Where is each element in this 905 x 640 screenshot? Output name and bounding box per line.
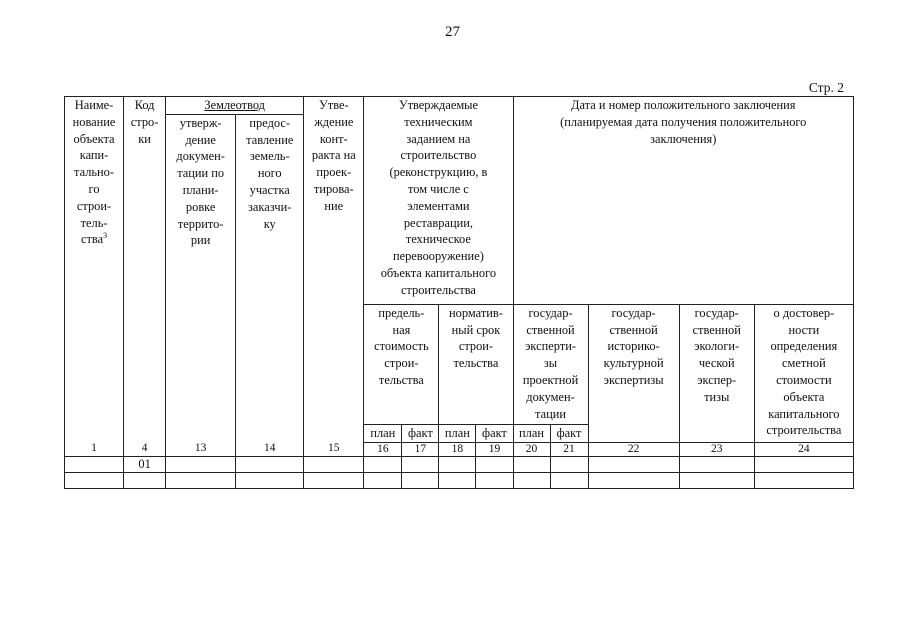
- column-number: 19: [476, 442, 513, 456]
- header-norm-term: норматив- ный срок строи- тельства: [439, 304, 513, 424]
- table-cell: [304, 456, 364, 472]
- page-number: 27: [445, 24, 460, 40]
- table-cell: [166, 472, 236, 488]
- header-max-cost: предель- ная стоимость строи- тельства: [364, 304, 439, 424]
- header-land-grant: предос- тавление земель- ного участка заказчи- ку: [236, 114, 304, 442]
- table-cell: [754, 472, 853, 488]
- form-table: [64, 96, 854, 489]
- table-cell: [166, 456, 236, 472]
- table-cell: [476, 456, 513, 472]
- header-object-name: Наиме- нование объекта капи- тально- го строи- тель- ства$^3$: [65, 97, 124, 443]
- header-plan: план: [513, 424, 550, 442]
- table-cell: [439, 456, 476, 472]
- header-land-approval: утверж- дение докумен- тации по плани- ровке террито- рии: [166, 114, 236, 442]
- table-cell: [439, 472, 476, 488]
- column-number: 1: [65, 442, 124, 456]
- column-number: 15: [304, 442, 364, 456]
- page-label: Стр. 2: [808, 80, 844, 95]
- table-cell: [476, 472, 513, 488]
- table-cell: [236, 472, 304, 488]
- table-cell: [550, 456, 588, 472]
- header-fact: факт: [402, 424, 439, 442]
- table-cell: [65, 456, 124, 472]
- column-number: 20: [513, 442, 550, 456]
- column-number: 24: [754, 442, 853, 456]
- column-number: 17: [402, 442, 439, 456]
- header-plan: план: [364, 424, 402, 442]
- header-approved: Утверждаемые техническим заданием на строительство (реконструкцию, в том числе с элементами реставрации, техническое перевооружение) объекта капитального строительства: [364, 97, 513, 305]
- header-state-expertise: государ- ственной эксперти- зы проектной докумен- тации: [513, 304, 588, 424]
- header-fact: факт: [550, 424, 588, 442]
- table-cell: [679, 472, 754, 488]
- column-number: 13: [166, 442, 236, 456]
- column-number: 14: [236, 442, 304, 456]
- table-cell: [236, 456, 304, 472]
- table-cell: [588, 472, 679, 488]
- header-row-code: Код стро- ки: [124, 97, 166, 443]
- column-number: 21: [550, 442, 588, 456]
- column-number-row: [65, 442, 854, 456]
- header-cost-reliability: о достовер- ности определения сметной стоимости объекта капитального строительства: [754, 304, 853, 442]
- header-conclusion: Дата и номер положительного заключения (планируемая дата получения положительного заключения): [513, 97, 854, 305]
- header-fact: факт: [476, 424, 513, 442]
- table-cell: [364, 456, 402, 472]
- header-land: Землеотвод: [166, 97, 304, 115]
- header-contract: Утве- ждение конт- ракта на проек- тирова- ние: [304, 97, 364, 443]
- header-historical-expertise: государ- ственной историко- культурной экспертизы: [588, 304, 679, 442]
- column-number: 16: [364, 442, 402, 456]
- table-cell: [679, 456, 754, 472]
- table-cell: [588, 456, 679, 472]
- table-cell: [402, 456, 439, 472]
- table-cell: [513, 472, 550, 488]
- table-cell: [550, 472, 588, 488]
- table-row: [65, 456, 854, 472]
- table-cell: [304, 472, 364, 488]
- column-number: 4: [124, 442, 166, 456]
- column-number: 23: [679, 442, 754, 456]
- column-number: 18: [439, 442, 476, 456]
- table-row: [65, 472, 854, 488]
- table-cell: [402, 472, 439, 488]
- table-cell: [124, 472, 166, 488]
- header-plan: план: [439, 424, 476, 442]
- table-cell: [364, 472, 402, 488]
- column-number: 22: [588, 442, 679, 456]
- table-cell: [65, 472, 124, 488]
- table-cell: [513, 456, 550, 472]
- table-cell: 01: [124, 456, 166, 472]
- table-cell: [754, 456, 853, 472]
- header-ecological-expertise: государ- ственной экологи- ческой экспер- тизы: [679, 304, 754, 442]
